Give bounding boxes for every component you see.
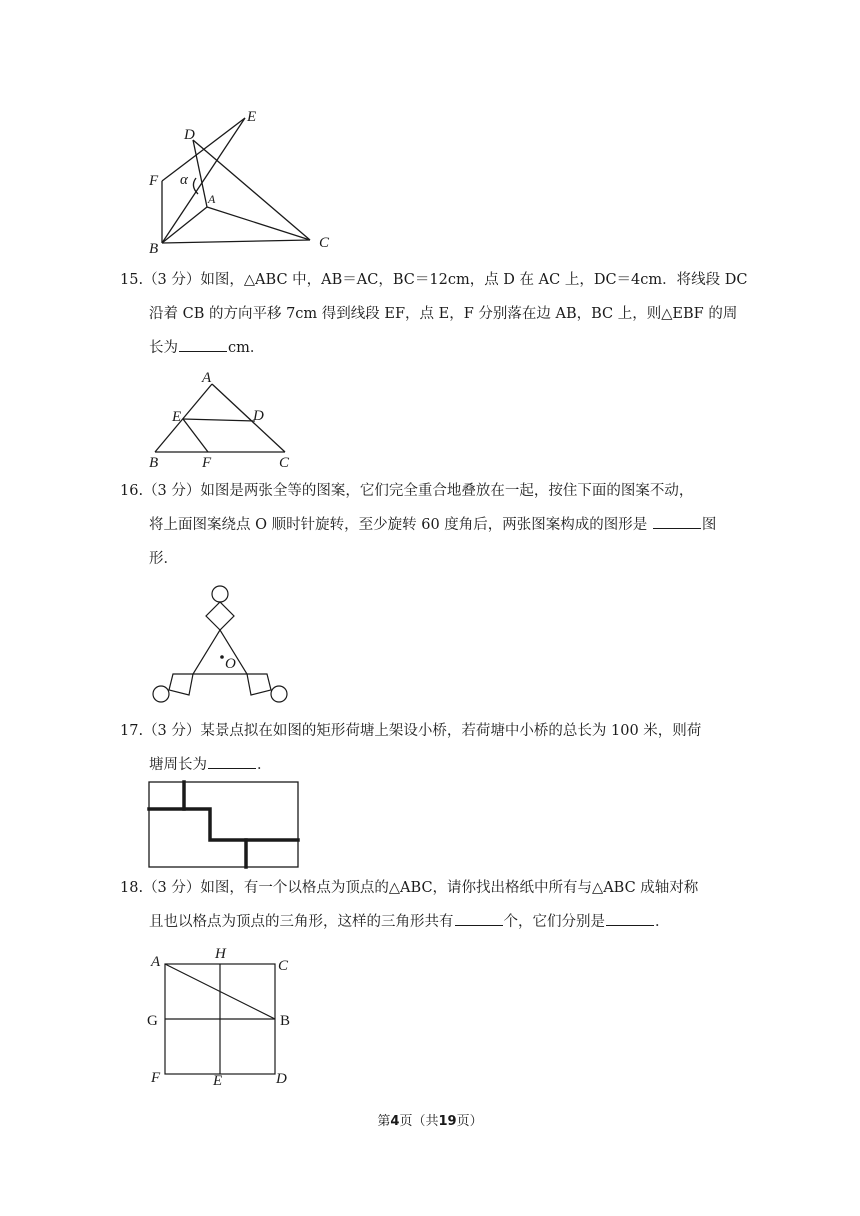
square-left (169, 674, 193, 695)
figure-q14-rotation (140, 100, 340, 260)
label-B: B (280, 1013, 291, 1029)
figure-q15-svg (145, 368, 305, 473)
segment-BA (162, 207, 207, 243)
segment-BC (162, 240, 310, 243)
question-unit: cm． (228, 340, 265, 356)
answer-blank-list[interactable] (606, 909, 654, 926)
label-C: C (279, 455, 290, 471)
question-number: 15. (120, 272, 144, 288)
footer-prefix: 第 (377, 1114, 391, 1129)
label-E: E (172, 409, 182, 425)
segment-ED (183, 419, 255, 421)
angle-alpha-arc (193, 178, 198, 194)
label-A: A (202, 370, 212, 386)
question-score: （3 分） (143, 272, 201, 288)
figure-q17-pond (148, 781, 300, 869)
segment-EF (183, 419, 208, 452)
label-H: H (215, 946, 226, 962)
segment-BA (155, 384, 212, 452)
question-text-line2: 且也以格点为顶点的三角形，这样的三角形共有 (149, 914, 454, 930)
question-text-line2: 塘周长为 (149, 757, 207, 773)
question-text-line2: 沿着 CB 的方向平移 7cm 得到线段 EF，点 E，F 分别落在边 AB，BC 上，则△EBF 的周 (149, 306, 738, 322)
question-text: 如图，有一个以格点为顶点的△ABC，请你找出格纸中所有与△ABC 成轴对称 (200, 880, 699, 896)
question-text-line2-end: ． (655, 914, 670, 930)
segment-AC (207, 207, 310, 240)
figure-q16-svg (145, 583, 295, 708)
label-alpha: α (180, 172, 188, 188)
figure-q18-svg (145, 945, 305, 1090)
question-text: 某景点拟在如图的矩形荷塘上架设小桥，若荷塘中小桥的总长为 100 米，则荷 (200, 723, 702, 739)
question-text: 如图是两张全等的图案，它们完全重合地叠放在一起，按住下面的图案不动， (200, 483, 694, 499)
segment-EB (162, 118, 245, 243)
label-O: O (225, 656, 236, 672)
question-18 (120, 871, 730, 939)
circle-left (153, 686, 169, 702)
answer-blank[interactable] (208, 752, 256, 769)
question-number: 18. (120, 880, 144, 896)
question-score: （3 分） (143, 880, 201, 896)
label-C: C (319, 235, 330, 251)
triangle-center (193, 630, 247, 674)
label-A: A (151, 954, 161, 970)
figure-q18-grid (145, 945, 305, 1090)
label-G: G (147, 1013, 158, 1029)
circle-right (271, 686, 287, 702)
square-right (247, 674, 271, 695)
bridge-path (149, 809, 298, 840)
answer-blank-count[interactable] (455, 909, 503, 926)
label-F: F (149, 173, 159, 189)
question-score: （3 分） (143, 483, 201, 499)
question-text-line2-end: ． (257, 757, 272, 773)
segment-AC (212, 384, 285, 452)
question-text-line3: 形． (149, 551, 178, 567)
square-top (206, 602, 234, 630)
label-C: C (278, 958, 289, 974)
answer-blank[interactable] (653, 512, 701, 529)
label-E: E (213, 1073, 223, 1089)
question-number: 16. (120, 483, 144, 499)
page-footer (0, 1110, 860, 1129)
question-score: （3 分） (143, 723, 201, 739)
question-text-line2-end: 图 (701, 517, 717, 533)
figure-q17-svg (148, 781, 300, 869)
question-17 (120, 714, 730, 782)
center-point-O (220, 655, 224, 659)
answer-blank[interactable] (179, 335, 227, 352)
question-text: 如图，△ABC 中，AB＝AC，BC＝12cm，点 D 在 AC 上，DC＝4cm．将线段 DC (200, 272, 748, 288)
label-D: D (253, 408, 264, 424)
label-F: F (202, 455, 212, 471)
footer-total-pages: 19 (438, 1114, 457, 1129)
circle-top (212, 586, 228, 602)
label-D: D (276, 1071, 287, 1087)
footer-page-number: 4 (390, 1114, 400, 1129)
label-B: B (149, 241, 159, 257)
footer-middle: 页（共 (399, 1114, 439, 1129)
question-text-line2: 将上面图案绕点 O 顺时针旋转，至少旋转 60 度角后，两张图案构成的图形是 (149, 517, 652, 533)
label-A: A (208, 192, 216, 206)
question-number: 17. (120, 723, 144, 739)
question-16 (120, 474, 730, 576)
footer-suffix: 页） (456, 1114, 483, 1129)
question-text-line3: 长为 (149, 340, 178, 356)
label-F: F (151, 1070, 161, 1086)
figure-q14-svg (140, 100, 340, 260)
pond-rectangle (149, 782, 298, 867)
question-text-line2-mid: 个，它们分别是 (503, 914, 605, 930)
segment-DC (193, 140, 310, 240)
question-15 (120, 263, 748, 365)
label-E: E (247, 109, 257, 125)
label-D: D (184, 127, 195, 143)
figure-q16-pattern (145, 583, 295, 708)
label-B: B (149, 455, 159, 471)
figure-q15-triangle (145, 368, 305, 473)
